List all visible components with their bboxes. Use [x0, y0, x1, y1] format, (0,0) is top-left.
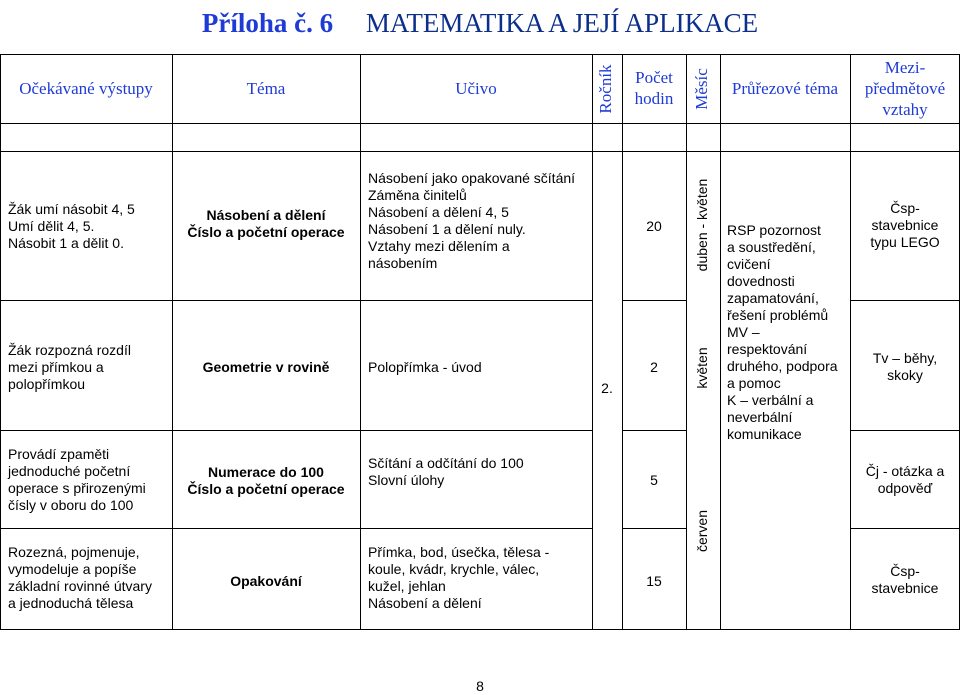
text-line: skoky: [887, 367, 923, 383]
text-line: Násobení a dělení: [206, 207, 326, 223]
text-line: Záměna činitelů: [368, 187, 467, 203]
table-rule: [0, 528, 592, 529]
text-line: kužel, jehlan: [368, 578, 446, 594]
text-line: koule, kvádr, krychle, válec,: [368, 561, 540, 577]
text-line: dovednosti: [727, 273, 795, 289]
text-line: Žák umí násobit 4, 5: [8, 201, 135, 217]
text-line: Slovní úlohy: [368, 472, 445, 488]
table-rule: [622, 54, 623, 630]
text-line: zapamatování,: [727, 290, 819, 306]
table-rule: [622, 300, 686, 301]
table-rule: [850, 528, 960, 529]
table-rule: [0, 54, 960, 55]
text-line: operace s přirozenými: [8, 480, 146, 496]
outcomes-cell: [8, 544, 170, 612]
text-line: MV –: [727, 324, 760, 340]
table-rule: [850, 54, 851, 630]
table-rule: [720, 54, 721, 630]
text-line: řešení problémů: [727, 307, 829, 323]
hours-cell: 5: [650, 472, 658, 488]
hours-cell: 20: [646, 218, 662, 234]
hours-cell: 15: [646, 573, 662, 589]
table-rule: [172, 54, 173, 630]
relations-cell: [852, 563, 958, 597]
header-outcomes: Očekávané výstupy: [19, 79, 153, 98]
text-line: Přímka, bod, úsečka, tělesa -: [368, 544, 550, 560]
text-line: respektování: [727, 341, 808, 357]
cross-topic-cell: [727, 222, 847, 443]
header-hours-line: hodin: [634, 89, 674, 108]
text-line: Provádí zpaměti: [8, 446, 110, 462]
text-line: typu LEGO: [870, 234, 940, 250]
curriculum-cell: [368, 359, 590, 376]
text-line: stavebnice: [871, 580, 939, 596]
topic-cell: [172, 573, 360, 590]
topic-cell: [172, 207, 360, 241]
hours-cell: 2: [650, 359, 658, 375]
header-relations-line: Mezi-: [884, 58, 926, 77]
text-line: mezi přímkou a: [8, 359, 104, 375]
topic-cell: [172, 464, 360, 498]
text-line: Numerace do 100: [208, 464, 324, 480]
month-label: duben - květen: [694, 178, 710, 272]
table-rule: [622, 430, 686, 431]
text-line: Násobit 1 a dělit 0.: [8, 235, 124, 251]
header-relations-line: vztahy: [882, 100, 928, 119]
text-line: násobením: [368, 255, 438, 271]
text-line: cvičení: [727, 256, 771, 272]
curriculum-cell: [368, 455, 590, 489]
table-rule: [0, 300, 592, 301]
header-relations: [850, 57, 960, 120]
text-line: druhého, podpora: [727, 358, 838, 374]
text-line: Vztahy mezi dělením a: [368, 238, 510, 254]
header-hours: [622, 67, 686, 109]
curriculum-cell: [368, 170, 590, 272]
header-hours-line: Počet: [635, 68, 673, 87]
table-rule: [0, 430, 592, 431]
text-line: a soustředění,: [727, 239, 816, 255]
header-curriculum: Učivo: [455, 79, 497, 98]
table-rule: [850, 300, 960, 301]
text-line: Tv – běhy,: [872, 350, 938, 366]
text-line: polopřímkou: [8, 376, 86, 392]
header-grade: Ročník: [596, 64, 615, 114]
page-number: 8: [476, 678, 484, 694]
text-line: Násobení a dělení 4, 5: [368, 204, 509, 220]
table-rule: [0, 54, 1, 630]
text-line: Umí dělit 4, 5.: [8, 218, 95, 234]
text-line: Polopřímka - úvod: [368, 359, 482, 375]
outcomes-cell: [8, 201, 170, 252]
table-rule: [850, 430, 960, 431]
text-line: RSP pozornost: [727, 222, 821, 238]
text-line: a pomoc: [727, 375, 781, 391]
text-line: komunikace: [727, 426, 802, 442]
annex-label: Příloha č. 6: [201, 8, 334, 38]
text-line: odpověď: [877, 480, 933, 496]
text-line: Čj - otázka a: [865, 463, 945, 479]
header-month: Měsíc: [692, 68, 711, 110]
header-topic: Téma: [246, 79, 286, 98]
table-rule: [622, 528, 686, 529]
text-line: vymodeluje a popíše: [8, 561, 137, 577]
month-label: červen: [694, 509, 710, 553]
header-relations-line: předmětové: [864, 79, 946, 98]
text-line: Rozezná, pojmenuje,: [8, 544, 140, 560]
text-line: Násobení jako opakované sčítání: [368, 170, 576, 186]
text-line: Číslo a početní operace: [187, 224, 345, 240]
text-line: Čsp-: [890, 563, 920, 579]
text-line: Žák rozpozná rozdíl: [8, 342, 131, 358]
month-label: květen: [694, 347, 710, 389]
outcomes-cell: [8, 446, 170, 514]
text-line: základní rovinné útvary: [8, 578, 152, 594]
relations-cell: [852, 350, 958, 384]
text-line: stavebnice: [871, 217, 939, 233]
text-line: Násobení 1 a dělení nuly.: [368, 221, 526, 237]
text-line: a jednoduchá tělesa: [8, 595, 134, 611]
text-line: Sčítání a odčítání do 100: [368, 455, 524, 471]
outcomes-cell: [8, 342, 170, 393]
grade-cell: 2.: [601, 380, 613, 396]
table-rule: [0, 123, 960, 124]
table-rule: [360, 54, 361, 630]
text-line: čísly v oboru do 100: [8, 497, 134, 513]
table-rule: [0, 151, 960, 152]
text-line: Násobení a dělení: [368, 595, 482, 611]
text-line: Číslo a početní operace: [187, 481, 345, 497]
table-rule: [686, 54, 687, 630]
relations-cell: [852, 463, 958, 497]
header-cross-topic: Průřezové téma: [731, 79, 839, 98]
curriculum-cell: [368, 544, 590, 612]
text-line: Geometrie v rovině: [202, 359, 330, 375]
text-line: neverbální: [727, 409, 793, 425]
subject-title: MATEMATIKA A JEJÍ APLIKACE: [365, 8, 759, 38]
table-rule: [592, 54, 593, 630]
text-line: jednoduché početní: [8, 463, 131, 479]
text-line: Opakování: [230, 573, 302, 589]
text-line: Čsp-: [890, 200, 920, 216]
relations-cell: [852, 200, 958, 251]
table-rule: [0, 629, 960, 630]
text-line: K – verbální a: [727, 392, 814, 408]
topic-cell: [172, 359, 360, 376]
